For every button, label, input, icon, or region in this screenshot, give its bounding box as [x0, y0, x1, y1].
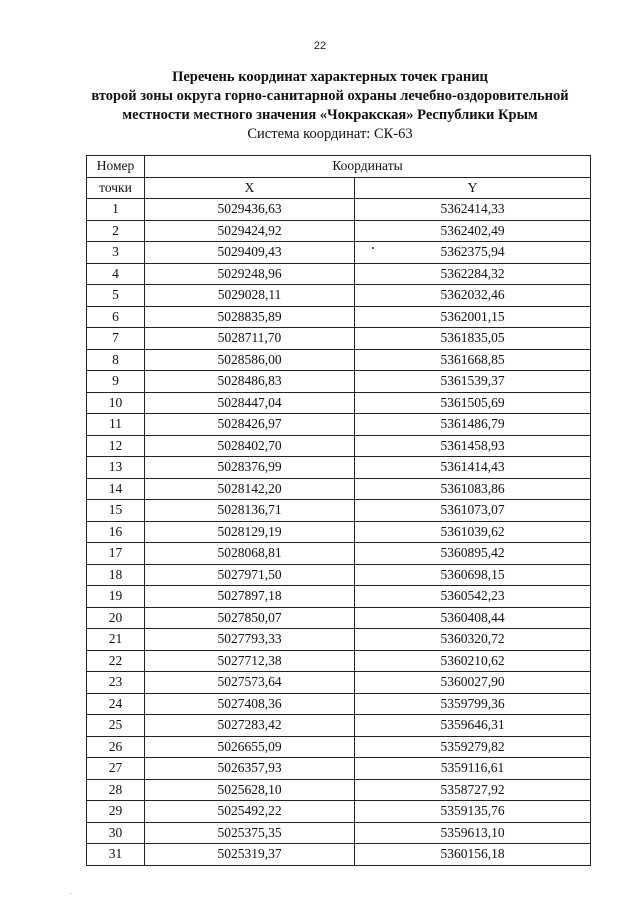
- point-number-cell: 31: [87, 844, 145, 866]
- table-row: [87, 801, 591, 823]
- x-coordinate-cell: 5029424,92: [145, 220, 355, 242]
- y-coordinate-cell: 5361414,43: [355, 457, 591, 479]
- y-coordinate-cell: 5361835,05: [355, 328, 591, 350]
- point-number-cell: 16: [87, 521, 145, 543]
- x-coordinate-cell: 5025492,22: [145, 801, 355, 823]
- point-number-cell: 17: [87, 543, 145, 565]
- y-coordinate-cell: 5360210,62: [355, 650, 591, 672]
- table-row: [87, 371, 591, 393]
- y-coordinate-cell: 5362284,32: [355, 263, 591, 285]
- table-row: [87, 328, 591, 350]
- point-number-cell: 30: [87, 822, 145, 844]
- point-number-cell: 6: [87, 306, 145, 328]
- y-coordinate-cell: 5362402,49: [355, 220, 591, 242]
- table-row: [87, 435, 591, 457]
- header-row-1: [87, 156, 591, 178]
- y-coordinate-cell: 5359646,31: [355, 715, 591, 737]
- table-header: [87, 156, 591, 199]
- x-coordinate-cell: 5029028,11: [145, 285, 355, 307]
- table-row: [87, 500, 591, 522]
- x-coordinate-cell: 5028129,19: [145, 521, 355, 543]
- y-coordinate-cell: 5362375,94: [355, 242, 591, 264]
- y-coordinate-cell: 5359279,82: [355, 736, 591, 758]
- title-line-1: Перечень координат характерных точек границ: [172, 69, 488, 85]
- table-row: [87, 822, 591, 844]
- x-coordinate-cell: 5025375,35: [145, 822, 355, 844]
- table-row: [87, 349, 591, 371]
- point-number-cell: 24: [87, 693, 145, 715]
- point-number-cell: 11: [87, 414, 145, 436]
- table-row: [87, 564, 591, 586]
- y-coordinate-cell: 5362414,33: [355, 199, 591, 221]
- x-coordinate-cell: 5028068,81: [145, 543, 355, 565]
- header-point-number-bottom: точки: [87, 177, 145, 199]
- point-number-cell: 18: [87, 564, 145, 586]
- y-coordinate-cell: 5361039,62: [355, 521, 591, 543]
- point-number-cell: 13: [87, 457, 145, 479]
- point-number-cell: 8: [87, 349, 145, 371]
- table-row: [87, 543, 591, 565]
- point-number-cell: 25: [87, 715, 145, 737]
- header-x: X: [145, 177, 355, 199]
- table-row: [87, 414, 591, 436]
- point-number-cell: 29: [87, 801, 145, 823]
- x-coordinate-cell: 5028835,89: [145, 306, 355, 328]
- point-number-cell: 9: [87, 371, 145, 393]
- x-coordinate-cell: 5028142,20: [145, 478, 355, 500]
- point-number-cell: 10: [87, 392, 145, 414]
- point-number-cell: 27: [87, 758, 145, 780]
- point-number-cell: 12: [87, 435, 145, 457]
- y-coordinate-cell: 5359799,36: [355, 693, 591, 715]
- x-coordinate-cell: 5025319,37: [145, 844, 355, 866]
- point-number-cell: 4: [87, 263, 145, 285]
- title-line-3: местности местного значения «Чокракская» Республики Крым: [122, 107, 538, 123]
- table-row: [87, 607, 591, 629]
- table-row: [87, 650, 591, 672]
- point-number-cell: 22: [87, 650, 145, 672]
- header-y: Y: [355, 177, 591, 199]
- x-coordinate-cell: 5028586,00: [145, 349, 355, 371]
- y-coordinate-cell: 5361505,69: [355, 392, 591, 414]
- x-coordinate-cell: 5027971,50: [145, 564, 355, 586]
- point-number-cell: 7: [87, 328, 145, 350]
- document-title: [60, 68, 600, 144]
- table-body: [87, 199, 591, 866]
- y-coordinate-cell: 5359116,61: [355, 758, 591, 780]
- header-row-2: [87, 177, 591, 199]
- x-coordinate-cell: 5028711,70: [145, 328, 355, 350]
- x-coordinate-cell: 5028376,99: [145, 457, 355, 479]
- x-coordinate-cell: 5029436,63: [145, 199, 355, 221]
- y-coordinate-cell: 5361539,37: [355, 371, 591, 393]
- y-coordinate-cell: 5360156,18: [355, 844, 591, 866]
- table-row: [87, 521, 591, 543]
- x-coordinate-cell: 5026357,93: [145, 758, 355, 780]
- x-coordinate-cell: 5026655,09: [145, 736, 355, 758]
- x-coordinate-cell: 5027573,64: [145, 672, 355, 694]
- y-coordinate-cell: 5360698,15: [355, 564, 591, 586]
- y-coordinate-cell: 5360027,90: [355, 672, 591, 694]
- table-row: [87, 285, 591, 307]
- y-coordinate-cell: 5361486,79: [355, 414, 591, 436]
- x-coordinate-cell: 5028136,71: [145, 500, 355, 522]
- point-number-cell: 1: [87, 199, 145, 221]
- header-coordinates: Координаты: [145, 156, 591, 178]
- table-row: [87, 758, 591, 780]
- point-number-cell: 26: [87, 736, 145, 758]
- x-coordinate-cell: 5029248,96: [145, 263, 355, 285]
- point-number-cell: 28: [87, 779, 145, 801]
- x-coordinate-cell: 5027712,38: [145, 650, 355, 672]
- table-row: [87, 715, 591, 737]
- point-number-cell: 14: [87, 478, 145, 500]
- point-number-cell: 21: [87, 629, 145, 651]
- x-coordinate-cell: 5025628,10: [145, 779, 355, 801]
- y-coordinate-cell: 5361083,86: [355, 478, 591, 500]
- table-row: [87, 736, 591, 758]
- y-coordinate-cell: 5359613,10: [355, 822, 591, 844]
- x-coordinate-cell: 5027283,42: [145, 715, 355, 737]
- table-row: [87, 844, 591, 866]
- x-coordinate-cell: 5028447,04: [145, 392, 355, 414]
- table-row: [87, 457, 591, 479]
- coordinate-system-label: Система координат: СК-63: [247, 126, 413, 142]
- header-point-number-top: Номер: [87, 156, 145, 178]
- x-coordinate-cell: 5029409,43: [145, 242, 355, 264]
- point-number-cell: 3: [87, 242, 145, 264]
- y-coordinate-cell: 5361073,07: [355, 500, 591, 522]
- x-coordinate-cell: 5028426,97: [145, 414, 355, 436]
- y-coordinate-cell: 5359135,76: [355, 801, 591, 823]
- table-row: [87, 478, 591, 500]
- table-row: [87, 586, 591, 608]
- table-row: [87, 693, 591, 715]
- y-coordinate-cell: 5360895,42: [355, 543, 591, 565]
- table-row: [87, 629, 591, 651]
- scan-speck: [372, 247, 374, 249]
- x-coordinate-cell: 5028486,83: [145, 371, 355, 393]
- y-coordinate-cell: 5360320,72: [355, 629, 591, 651]
- table-row: [87, 779, 591, 801]
- point-number-cell: 20: [87, 607, 145, 629]
- table-row: [87, 263, 591, 285]
- table-row: [87, 672, 591, 694]
- table-row: [87, 306, 591, 328]
- table-row: [87, 392, 591, 414]
- y-coordinate-cell: 5358727,92: [355, 779, 591, 801]
- page-number: 22: [313, 40, 327, 52]
- table-row: [87, 199, 591, 221]
- y-coordinate-cell: 5362032,46: [355, 285, 591, 307]
- y-coordinate-cell: 5360542,23: [355, 586, 591, 608]
- point-number-cell: 2: [87, 220, 145, 242]
- table-row: [87, 220, 591, 242]
- y-coordinate-cell: 5362001,15: [355, 306, 591, 328]
- y-coordinate-cell: 5360408,44: [355, 607, 591, 629]
- table-row: [87, 242, 591, 264]
- point-number-cell: 19: [87, 586, 145, 608]
- coordinates-table: [86, 155, 591, 866]
- x-coordinate-cell: 5027850,07: [145, 607, 355, 629]
- x-coordinate-cell: 5027408,36: [145, 693, 355, 715]
- scan-speck-low: [70, 893, 71, 894]
- point-number-cell: 5: [87, 285, 145, 307]
- title-line-2: второй зоны округа горно-санитарной охраны лечебно-оздоровительной: [91, 88, 569, 104]
- x-coordinate-cell: 5027897,18: [145, 586, 355, 608]
- x-coordinate-cell: 5028402,70: [145, 435, 355, 457]
- y-coordinate-cell: 5361458,93: [355, 435, 591, 457]
- y-coordinate-cell: 5361668,85: [355, 349, 591, 371]
- x-coordinate-cell: 5027793,33: [145, 629, 355, 651]
- point-number-cell: 23: [87, 672, 145, 694]
- point-number-cell: 15: [87, 500, 145, 522]
